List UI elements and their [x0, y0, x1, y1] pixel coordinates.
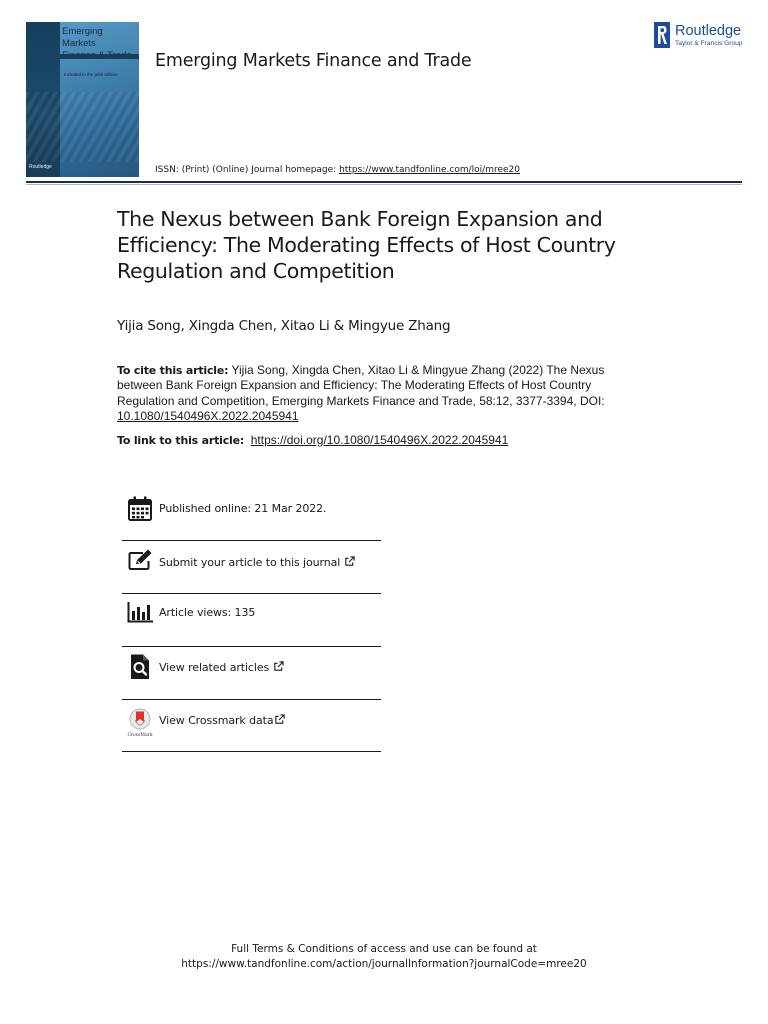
- routledge-logo-icon: [654, 22, 670, 48]
- article-doi-link[interactable]: https://doi.org/10.1080/1540496X.2022.2045941: [250, 433, 509, 447]
- citation-block: [117, 363, 627, 424]
- journal-homepage-link[interactable]: https://www.tandfonline.com/loi/mree20: [339, 165, 520, 175]
- logo-group: Taylor & Francis Group: [675, 40, 743, 47]
- issn-homepage-line: [155, 165, 520, 175]
- search-document-icon: [126, 653, 154, 681]
- info-separator: [122, 593, 381, 594]
- external-link-icon: [274, 714, 285, 725]
- related-articles-text: [159, 661, 284, 674]
- publisher-logo[interactable]: [654, 22, 746, 50]
- cover-band: [60, 54, 139, 59]
- journal-title: Emerging Markets Finance and Trade: [155, 51, 472, 71]
- article-views-text: Article views: 135: [159, 606, 256, 619]
- crossmark-icon: [126, 706, 154, 738]
- citation-doi-link[interactable]: 10.1080/1540496X.2022.2045941: [117, 408, 299, 423]
- article-authors: Yijia Song, Xingda Chen, Xitao Li & Mingyue Zhang: [117, 318, 451, 334]
- issn-text: ISSN: (Print) (Online) Journal homepage:: [155, 165, 340, 175]
- citation-text: Yijia Song, Xingda Chen, Xitao Li & Mingyue Zhang (2022) The Nexus between Bank Foreign Expansion and Efficiency: The Moderating Effects of Host Country Regulation and Competition, Emerging Markets Finance and Trade, 58:12, 3377-3394, DOI:: [117, 363, 605, 408]
- logo-name: Routledge: [675, 23, 742, 39]
- edit-icon: [126, 548, 154, 576]
- cover-publisher: Routledge: [29, 164, 52, 170]
- info-separator: [122, 540, 381, 541]
- footer-terms-text: Full Terms & Conditions of access and use can be found at: [231, 943, 537, 955]
- crossmark-badge-text: CrossMark: [127, 733, 153, 738]
- cover-artwork: [26, 92, 139, 162]
- submit-article-link[interactable]: [122, 548, 381, 578]
- external-link-icon: [273, 661, 284, 672]
- bar-chart-icon: [126, 599, 154, 627]
- submit-article-label: Submit your article to this journal: [159, 556, 341, 569]
- cover-note: Included in the print edition: [64, 72, 118, 77]
- crossmark-link[interactable]: [122, 706, 381, 738]
- citation-label: To cite this article:: [117, 364, 229, 377]
- header-divider-thin: [26, 184, 742, 185]
- submit-article-text: [159, 556, 355, 569]
- calendar-icon: [126, 495, 154, 523]
- terms-footer: [0, 942, 768, 972]
- published-online-text: Published online: 21 Mar 2022.: [159, 502, 327, 515]
- external-link-icon: [344, 556, 355, 567]
- cover-title-line1: Emerging Markets: [62, 26, 103, 49]
- footer-terms-url[interactable]: https://www.tandfonline.com/action/journalInformation?journalCode=mree20: [181, 958, 587, 970]
- info-separator: [122, 751, 381, 752]
- article-views-item: [122, 599, 381, 629]
- header-divider: [26, 181, 742, 183]
- link-label: To link to this article:: [117, 434, 245, 447]
- related-articles-label: View related articles: [159, 661, 270, 674]
- related-articles-link[interactable]: [122, 653, 381, 683]
- article-title: The Nexus between Bank Foreign Expansion and Efficiency: The Moderating Effects of Host Country Regulation and Competition: [117, 207, 616, 283]
- journal-cover-image: [26, 22, 139, 177]
- published-online-item: [122, 495, 381, 525]
- info-separator: [122, 699, 381, 700]
- crossmark-label: View Crossmark data: [159, 714, 274, 727]
- info-separator: [122, 646, 381, 647]
- article-link-line: [117, 433, 508, 447]
- crossmark-text: [159, 714, 285, 727]
